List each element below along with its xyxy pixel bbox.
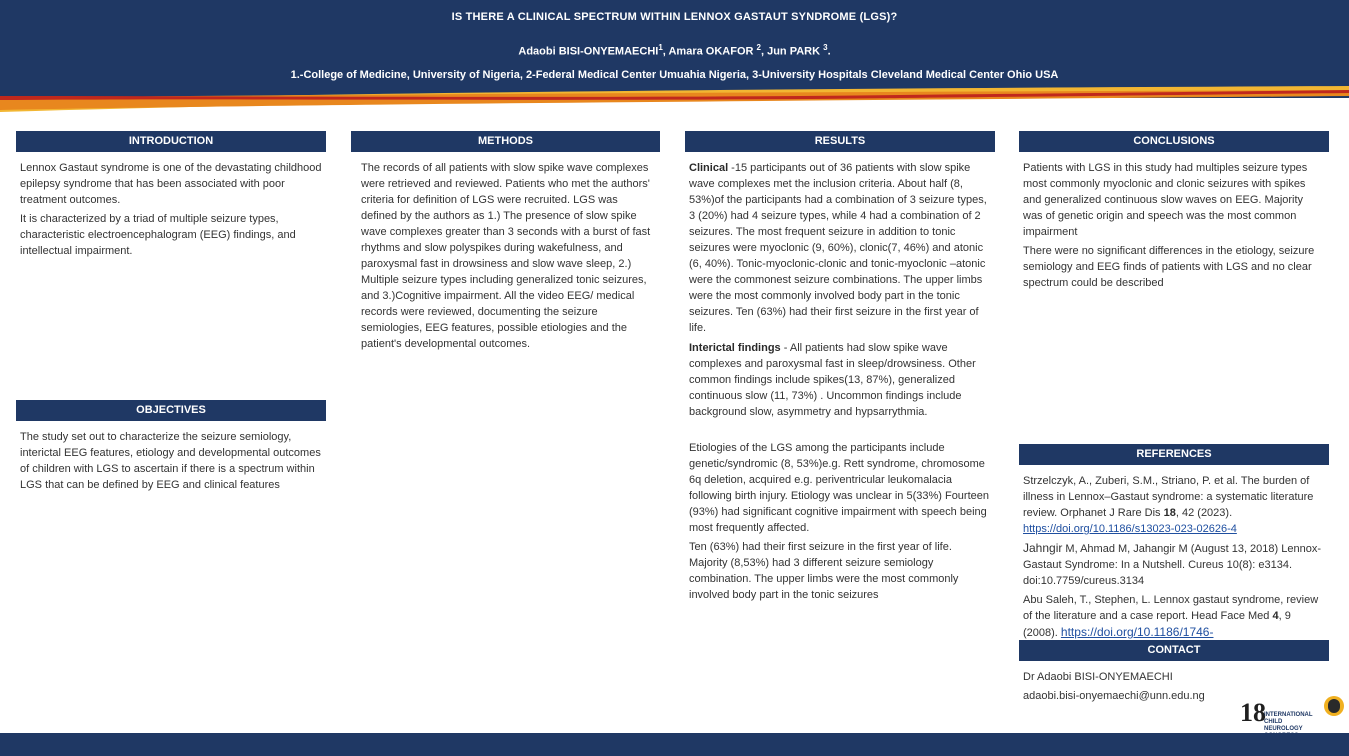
objectives-section bbox=[16, 400, 326, 496]
references-section bbox=[1019, 444, 1329, 639]
conclusions-paragraph-2: There were no significant differences in the etiology, seizure semiology and EEG finds of patients with LGS and no clear spectrum could be described bbox=[1023, 245, 1315, 289]
results-interictal bbox=[689, 340, 991, 420]
introduction-paragraph-2: It is characterized by a triad of multiple seizure types, characteristic electroencephalogram (EEG) findings, and intellectual impairment. bbox=[20, 213, 296, 257]
poster-footer bbox=[0, 733, 1349, 756]
reference-3-text: Abu Saleh, T., Stephen, L. Lennox gastaut syndrome, review of the literature and a case report. Head Face Med bbox=[1023, 594, 1319, 622]
header-gap bbox=[0, 98, 1349, 102]
reference-1-tail: , 42 (2023). bbox=[1175, 507, 1233, 519]
reference-1-text: Strzelczyk, A., Zuberi, S.M., Striano, P. et al. The burden of illness in Lennox–Gastaut syndrome: a systematic literature review. Orphanet J Rare Dis bbox=[1023, 475, 1314, 519]
congress-logo bbox=[1240, 696, 1344, 732]
methods-section bbox=[351, 131, 660, 355]
author-3-sup: 3 bbox=[823, 43, 828, 52]
reference-2-lead: Jahngir bbox=[1023, 541, 1063, 555]
objectives-heading: OBJECTIVES bbox=[16, 400, 326, 421]
poster-title: IS THERE A CLINICAL SPECTRUM WITHIN LENNOX GASTAUT SYNDROME (LGS)? bbox=[451, 11, 898, 23]
references-heading: REFERENCES bbox=[1019, 444, 1329, 465]
contact-heading: CONTACT bbox=[1019, 640, 1329, 661]
congress-logo-line-2: NEUROLOGY bbox=[1264, 726, 1303, 732]
conclusions-section bbox=[1019, 131, 1329, 294]
author-2-sup: 2 bbox=[756, 43, 761, 52]
author-end: . bbox=[827, 45, 831, 58]
congress-logo-number: 18 bbox=[1240, 698, 1266, 727]
results-heading: RESULTS bbox=[685, 131, 995, 152]
results-first-seizure: Ten (63%) had their first seizure in the first year of life. Majority (8,53%) had 3 different seizure semiology combination. The upper limbs were the most commonly involved body part in the tonic seizures bbox=[689, 541, 959, 601]
reference-3 bbox=[1023, 592, 1325, 641]
contact-email[interactable]: adaobi.bisi-onyemaechi@unn.edu.ng bbox=[1023, 690, 1205, 702]
author-3: , Jun PARK bbox=[760, 45, 824, 58]
reference-1-volume: 18 bbox=[1163, 507, 1176, 519]
reference-3-link[interactable]: https://doi.org/10.1186/1746- bbox=[1060, 625, 1214, 639]
results-interictal-text: - All patients had slow spike wave complexes and paroxysmal fast in sleep/drowsiness. Other common findings include spikes(13, 87%), generalized continuous slow (11, 73%) . Uncommon findings include background slow, asymmetry and hypsarrythmia. bbox=[689, 342, 976, 418]
contact-name: Dr Adaobi BISI-ONYEMAECHI bbox=[1023, 671, 1173, 683]
author-1-sup: 1 bbox=[658, 43, 663, 52]
introduction-heading: INTRODUCTION bbox=[16, 131, 326, 152]
results-clinical bbox=[689, 160, 991, 336]
introduction-paragraph-1: Lennox Gastaut syndrome is one of the devastating childhood epilepsy syndrome that has been associated with poor treatment outcomes. bbox=[20, 162, 322, 206]
introduction-section bbox=[16, 131, 326, 262]
methods-heading: METHODS bbox=[351, 131, 660, 152]
methods-paragraph: The records of all patients with slow spike wave complexes were retrieved and reviewed. Patients who met the authors' criteria for definition of LGS were recruited. LGS was defined by the authors as 1.) The presence of slow spike wave complexes greater than 3 seconds with a burst of fast rhythms and slow polyspikes during wakefulness, and paroxysmal fast in drowsiness and slow wave sleep, 2.) Multiple seizure types including generalized tonic seizures, and 3.)Cognitive impairment. All the video EEG/ medical records were reviewed, documenting the seizure semiologies, EEG features, possible etiologies and the patient's developmental outcomes. bbox=[361, 162, 651, 350]
congress-logo-head-icon bbox=[1328, 699, 1340, 713]
conclusions-heading: CONCLUSIONS bbox=[1019, 131, 1329, 152]
author-2: , Amara OKAFOR bbox=[662, 45, 757, 58]
congress-logo-line-1: INTERNATIONAL CHILD bbox=[1264, 712, 1313, 725]
reference-1-link[interactable]: https://doi.org/10.1186/s13023-023-02626-4 bbox=[1023, 523, 1237, 535]
reference-1 bbox=[1023, 473, 1325, 537]
header-swoosh bbox=[0, 84, 1349, 124]
results-section bbox=[685, 131, 995, 606]
poster-affiliations: 1.-College of Medicine, University of Nigeria, 2-Federal Medical Center Umuahia Nigeria, 3-University Hospitals Cleveland Medical Center Ohio USA bbox=[290, 69, 1059, 81]
reference-2-text: M, Ahmad M, Jahangir M (August 13, 2018) Lennox-Gastaut Syndrome: In a Nutshell. Cureus 10(8): e3134. doi:10.7759/cureus.3134 bbox=[1023, 543, 1321, 587]
reference-3-tail: , 9 (2008). bbox=[1023, 610, 1291, 639]
reference-3-volume: 4 bbox=[1272, 610, 1279, 622]
results-interictal-label: Interictal findings bbox=[689, 342, 781, 354]
results-clinical-label: Clinical bbox=[689, 162, 729, 174]
objectives-paragraph: The study set out to characterize the seizure semiology, interictal EEG features, etiology and developmental outcomes of children with LGS to ascertain if there is a spectrum within LGS that can be defined by EEG and clinical features bbox=[20, 431, 321, 491]
conclusions-paragraph-1: Patients with LGS in this study had multiples seizure types most commonly myoclonic and clonic seizures with spikes and generalized continuous slow waves on EEG. Majority was of genetic origin and speech was the most common impairment bbox=[1023, 162, 1308, 238]
poster-authors bbox=[0, 43, 1349, 58]
author-1: Adaobi BISI-ONYEMAECHI bbox=[518, 45, 659, 58]
reference-2 bbox=[1023, 540, 1325, 589]
results-clinical-text: -15 participants out of 36 patients with slow spike wave complexes met the inclusion criteria. About half (8, 53%)of the participants had a combination of 3 seizure types, 3 (20%) had 4 seizure types, while 4 had a combination of 2 seizures. The most frequent seizure in addition to tonic seizures were myoclonic (9, 60%), clonic(7, 46%) and atonic (6, 40%). Tonic-myoclonic-clonic and tonic-myoclonic –atonic were the commonest seizure combinations. The upper limbs were the most commonly involved body part in the tonic seizures. Ten (63%) had their first seizure in the first year of life. bbox=[689, 162, 987, 334]
results-etiology: Etiologies of the LGS among the participants include genetic/syndromic (8, 53%)e.g. Rett syndrome, chromosome 6q deletion, acquired e.g. periventricular leukomalacia following birth injury. Etiology was unclear in 5(33%) Fourteen (93%) had significant cognitive impairment with speech being most frequently affected. bbox=[689, 442, 989, 534]
